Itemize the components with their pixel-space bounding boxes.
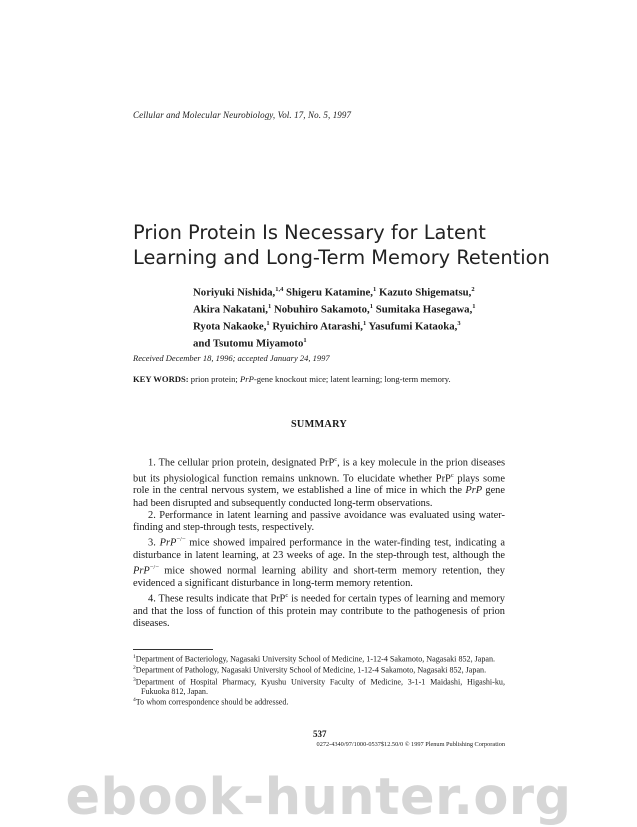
footnote-mark: 2 [133,665,136,672]
summary-paragraph-4 [133,590,505,630]
footnotes [133,653,505,708]
summary-text: is needed for certain types of learning and memory and that the loss of function of this protein may contribute to the pathogenesis of prion diseases. [133,593,505,629]
author-affiliation: 3 [457,319,461,327]
keywords-gene-name: PrP [239,374,254,384]
author-name: Shigeru Katamine, [286,286,374,299]
title-line-2: Learning and Long-Term Memory Retention [133,246,550,269]
summary-paragraph-2: 2. Performance in latent learning and passive avoidance was evaluated using water-finding and step-through tests, respectively. [133,509,505,533]
superscript: c [334,456,338,463]
author-list [193,283,523,351]
keywords-text: prion protein; [190,374,238,384]
summary-text: , is a key molecule in the prion diseases but its physiological function remains unknown. To elucidate whether PrP [133,457,506,485]
footnote [133,696,505,707]
footnote [133,676,505,697]
summary-paragraph-1 [133,454,505,510]
summary-heading: SUMMARY [290,419,348,430]
gene-name: PrP [465,485,483,497]
author-affiliation: 1 [268,302,272,310]
author-name: Sumitaka Hasegawa, [375,303,473,316]
author-line-3 [193,317,523,334]
footnote-text: Department of Pathology, Nagasaki University School of Medicine, 1-12-4 Sakamoto, Nagasaki 852, Japan. [135,665,487,675]
author-name: Ryota Nakaoke, [193,320,267,333]
footnote-text: Department of Hospital Pharmacy, Kyushu University Faculty of Medicine, 3-1-1 Maidashi, Higashi-ku, Fukuoka 812, Japan. [135,677,505,696]
author-affiliation: 1 [266,319,270,327]
superscript: −/− [176,536,186,544]
copyright-line: 0272-4340/97/1000-0537$12.50/0 © 1997 Plenum Publishing Corporation [316,741,505,748]
author-name: Ryuichiro Atarashi, [272,320,363,333]
summary-text: 3. [148,537,156,549]
summary-text: plays some role in the central nervous system, we established a line of mice in which the [133,473,505,497]
footnote-mark: 3 [133,676,136,683]
author-name: Noriyuki Nishida, [193,286,276,299]
author-affiliation: 1,4 [275,286,284,293]
author-name: Nobuhiro Sakamoto, [273,303,370,316]
article-title [133,220,553,270]
title-line-1: Prion Protein Is Necessary for Latent [133,221,486,244]
summary-body [133,454,505,630]
author-name: and Tsutomu Miyamoto [193,337,304,350]
author-affiliation: 1 [373,286,377,293]
journal-citation: Cellular and Molecular Neurobiology, Vol. 17, No. 5, 1997 [133,110,352,120]
summary-text: mice showed normal learning ability and short-term memory retention, they evidenced a significant disturbance in long-term memory retention. [133,565,505,589]
footnote-mark: 1 [133,654,136,660]
keywords [133,374,451,384]
author-affiliation: 1 [472,302,476,310]
footnote [133,664,505,675]
author-affiliation: 1 [369,302,373,310]
author-name: Kazuto Shigematsu, [378,286,472,299]
footnote-divider [133,649,213,650]
keywords-text: -gene knockout mice; latent learning; long-term memory. [253,374,451,384]
footnote-text: Department of Bacteriology, Nagasaki University School of Medicine, 1-12-4 Sakamoto, Nagasaki 852, Japan. [135,654,496,664]
author-line-4 [193,334,523,351]
superscript: −/− [149,564,159,572]
author-name: Akira Nakatani, [193,303,268,316]
gene-name: PrP [159,537,177,549]
received-dates: Received December 18, 1996; accepted January 24, 1997 [133,353,330,363]
footnote-mark: 4 [133,697,136,704]
author-line-2 [193,300,523,317]
gene-name: PrP [133,565,150,577]
keywords-label: KEY WORDS: [133,374,189,384]
author-affiliation: 2 [471,286,475,293]
watermark: ebook-hunter.org [65,768,572,827]
superscript: c [450,471,454,479]
summary-paragraph-3 [133,534,505,590]
superscript: c [285,591,289,599]
summary-text: gene had been disrupted and subsequently conducted long-term observations. [133,485,505,509]
page-number: 537 [313,729,327,739]
author-affiliation: 1 [303,336,307,344]
author-affiliation: 1 [362,319,367,327]
footnote [133,653,505,664]
summary-text: 4. These results indicate that PrP [148,593,286,605]
author-name: Yasufumi Kataoka, [368,320,458,333]
footnote-text: To whom correspondence should be addressed. [135,698,289,708]
summary-text: mice showed impaired performance in the water-finding test, indicating a disturbance in latent learning, at 23 weeks of age. In the step-through test, although the [133,537,505,561]
summary-text: 1. The cellular prion protein, designated PrP [148,457,335,469]
author-line-1 [193,283,523,300]
